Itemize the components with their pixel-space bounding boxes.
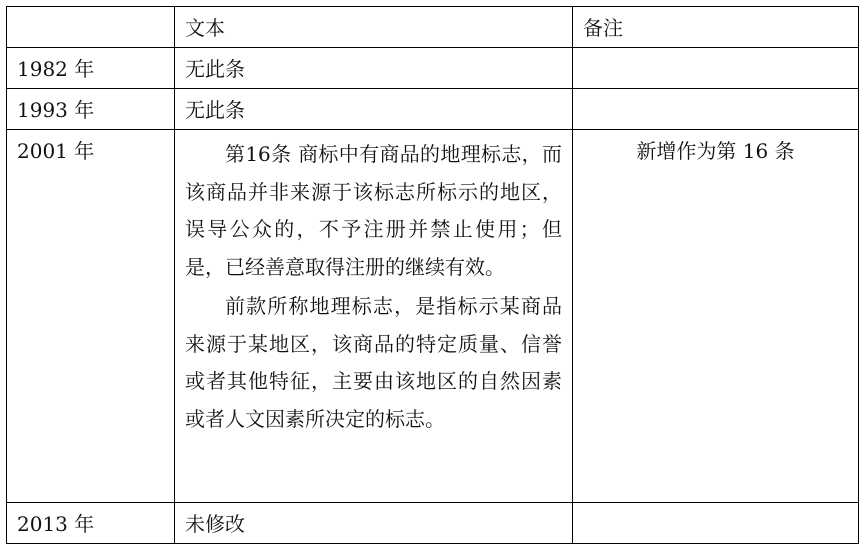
year-cell: 2001 年 xyxy=(7,130,175,503)
year-cell: 1993 年 xyxy=(7,89,175,130)
article-paragraph: 第16条 商标中有商品的地理标志，而该商品并非来源于该标志所标示的地区，误导公众的，不予注册并禁止使用；但是，已经善意取得注册的继续有效。 xyxy=(185,142,562,279)
note-cell xyxy=(573,48,859,89)
note-cell: 新增作为第 16 条 xyxy=(573,130,859,503)
table-row xyxy=(7,89,859,130)
text-cell: 无此条 xyxy=(175,48,573,89)
header-text: 文本 xyxy=(175,7,573,48)
year-cell: 2013 年 xyxy=(7,503,175,544)
header-year xyxy=(7,7,175,48)
table-row xyxy=(7,48,859,89)
text-cell xyxy=(175,130,573,503)
header-note: 备注 xyxy=(573,7,859,48)
article-paragraph: 前款所称地理标志，是指标示某商品来源于某地区，该商品的特定质量、信誉或者其他特征，主要由该地区的自然因素或者人文因素所决定的标志。 xyxy=(185,294,562,431)
header-row xyxy=(7,7,859,48)
text-cell: 无此条 xyxy=(175,89,573,130)
revision-table xyxy=(6,6,859,544)
table-row xyxy=(7,130,859,503)
note-cell xyxy=(573,89,859,130)
text-cell: 未修改 xyxy=(175,503,573,544)
table-row xyxy=(7,503,859,544)
note-cell xyxy=(573,503,859,544)
year-cell: 1982 年 xyxy=(7,48,175,89)
